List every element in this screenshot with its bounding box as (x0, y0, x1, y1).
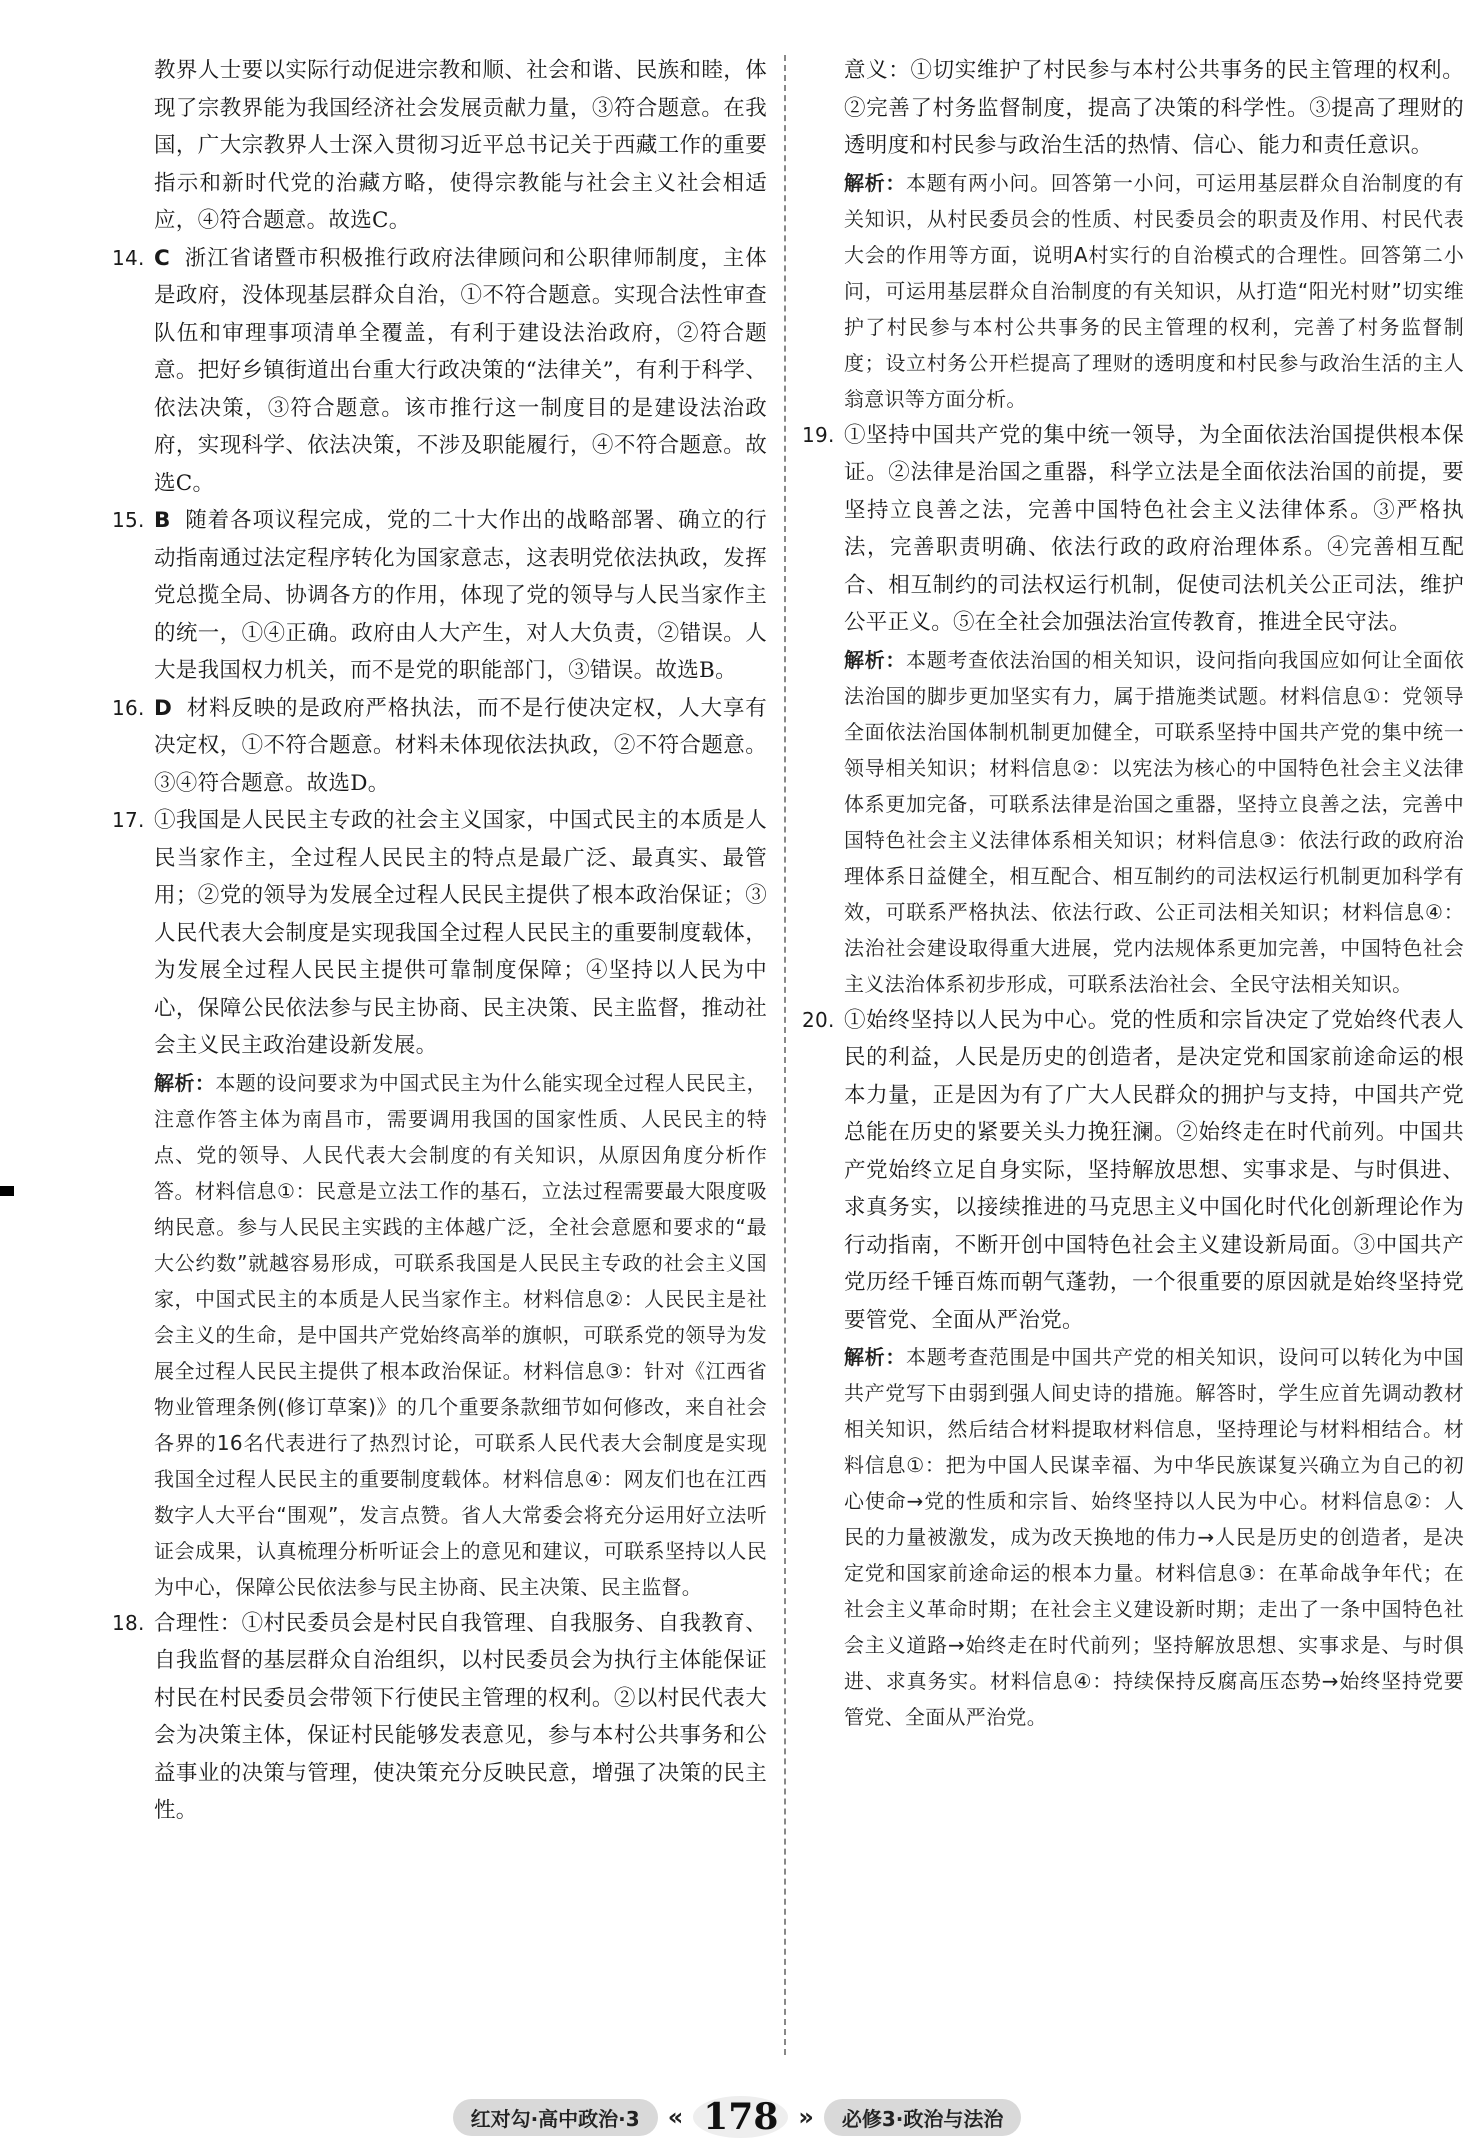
binding-mark (0, 1186, 14, 1196)
answer-text: 合理性：①村民委员会是村民自我管理、自我服务、自我教育、自我监督的基层群众自治组织，以村民委员会为执行主体能保证村民在村民委员会带领下行使民主管理的权利。②以村民代表大会为决策主体，保证村民能够发表意见，参与本村公共事务和公益事业的决策与管理，使决策充分反映民意，增强了决策的民主性。 (154, 1610, 767, 1823)
answer-item-20 (802, 1002, 1464, 1340)
answer-text: 浙江省诸暨市积极推行政府法律顾问和公职律师制度，主体是政府，没体现基层群众自治，①不符合题意。实现合法性审查队伍和审理事项清单全覆盖，有利于建设法治政府，②符合题意。把好乡镇街道出台重大行政决策的“法律关”，有利于科学、依法决策，③符合题意。该市推行这一制度目的是建设法治政府，实现科学、依法决策，不涉及职能履行，④不符合题意。故选C。 (154, 245, 767, 496)
answer-item-18 (112, 1605, 767, 1830)
item-18-continuation: 意义：①切实维护了村民参与本村公共事务的民主管理的权利。②完善了村务监督制度，提高了决策的科学性。③提高了理财的透明度和村民参与政治生活的热情、信心、能力和责任意识。 (844, 58, 1464, 158)
analysis-18 (802, 165, 1464, 417)
left-arrow-icon: « (667, 2103, 684, 2131)
item-number: 16. (112, 695, 145, 720)
volume-badge: 必修3·政治与法治 (824, 2099, 1022, 2136)
item-number: 15. (112, 508, 145, 532)
answer-item-15 (112, 502, 767, 690)
answer-text: 材料反映的是政府严格执法，而不是行使决定权，人大享有决定权，①不符合题意。材料未体现依法执政，②不符合题意。③④符合题意。故选D。 (154, 695, 767, 796)
item-number: 18. (112, 1610, 145, 1635)
analysis-label: 解析： (844, 1345, 907, 1369)
column-divider (784, 55, 786, 2055)
analysis-text: 本题的设问要求为中国式民主为什么能实现全过程人民民主，注意作答主体为南昌市，需要调用我国的国家性质、人民民主的特点、党的领导、人民代表大会制度的有关知识，从原因角度分析作答。材料信息①：民意是立法工作的基石，立法过程需要最大限度吸纳民意。参与人民民主实践的主体越广泛，全社会意愿和要求的“最大公约数”就越容易形成，可联系我国是人民民主专政的社会主义国家，中国式民主的本质是人民当家作主。材料信息②：人民民主是社会主义的生命，是中国共产党始终高举的旗帜，可联系党的领导为发展全过程人民民主提供了根本政治保证。材料信息③：针对《江西省物业管理条例(修订草案)》的几个重要条款细节如何修改，来自社会各界的16名代表进行了热烈讨论，可联系人民代表大会制度是实现我国全过程人民民主的重要制度载体。材料信息④：网友们也在江西数字人大平台“围观”，发言点赞。省人大常委会将充分运用好立法听证会成果，认真梳理分析听证会上的意见和建议，可联系坚持以人民为中心，保障公民依法参与民主协商、民主决策、民主监督。 (154, 1070, 767, 1599)
analysis-20 (802, 1339, 1464, 1735)
answer-item-14 (112, 240, 767, 503)
analysis-text: 本题有两小问。回答第一小问，可运用基层群众自治制度的有关知识，从村民委员会的性质、村民委员会的职责及作用、村民代表大会的作用等方面，说明A村实行的自治模式的合理性。回答第二小问，可运用基层群众自治制度的有关知识，从打造“阳光村财”切实维护了村民参与本村公共事务的民主管理的权利，完善了村务监督制度；设立村务公开栏提高了理财的透明度和村民参与政治生活的主人翁意识等方面分析。 (844, 170, 1464, 411)
item-number: 19. (802, 422, 835, 447)
analysis-19 (802, 642, 1464, 1002)
answer-letter: C (154, 245, 171, 271)
item-number: 14. (112, 245, 145, 270)
page-number: 178 (693, 2096, 788, 2138)
right-arrow-icon: » (798, 2103, 814, 2131)
analysis-label: 解析： (844, 647, 907, 672)
analysis-label: 解析： (154, 1070, 216, 1095)
answer-letter: D (154, 695, 173, 721)
analysis-text: 本题考查范围是中国共产党的相关知识，设问可以转化为中国共产党写下由弱到强人间史诗的措施。解答时，学生应首先调动教材相关知识，然后结合材料提取材料信息，坚持理论与材料相结合。材料信息①：把为中国人民谋幸福、为中华民族谋复兴确立为自己的初心使命→党的性质和宗旨、始终坚持以人民为中心。材料信息②：人民的力量被激发，成为改天换地的伟力→人民是历史的创造者，是决定党和国家前途命运的根本力量。材料信息③：在革命战争年代；在社会主义革命时期；在社会主义建设新时期；走出了一条中国特色社会主义道路→始终走在时代前列；坚持解放思想、实事求是、与时俱进、求真务实。材料信息④：持续保持反腐高压态势→始终坚持党要管党、全面从严治党。 (844, 1345, 1464, 1729)
answer-text: ①我国是人民民主专政的社会主义国家，中国式民主的本质是人民当家作主，全过程人民民主的特点是最广泛、最真实、最管用；②党的领导为发展全过程人民民主提供了根本政治保证；③人民代表大会制度是实现我国全过程人民民主的重要制度载体，为发展全过程人民民主提供可靠制度保障；④坚持以人民为中心，保障公民依法参与民主协商、民主决策、民主监督，推动社会主义民主政治建设新发展。 (154, 808, 767, 1058)
answer-item-17 (112, 802, 767, 1065)
book-title-badge: 红对勾·高中政治·3 (453, 2099, 658, 2136)
answer-text: ①坚持中国共产党的集中统一领导，为全面依法治国提供根本保证。②法律是治国之重器，科学立法是全面依法治国的前提，要坚持立良善之法，完善中国特色社会主义法律体系。③严格执法，完善职责明确、依法行政的政府治理体系。④完善相互配合、相互制约的司法权运行机制，促使司法机关公正司法，维护公平正义。⑤在全社会加强法治宣传教育，推进全民守法。 (844, 422, 1464, 635)
answer-item-19 (802, 417, 1464, 642)
answer-letter: B (154, 508, 171, 533)
analysis-text: 本题考查依法治国的相关知识，设问指向我国应如何让全面依法治国的脚步更加坚实有力，属于措施类试题。材料信息①：党领导全面依法治国体制机制更加健全，可联系坚持中国共产党的集中统一领导相关知识；材料信息②：以宪法为核心的中国特色社会主义法律体系更加完备，可联系法律是治国之重器，坚持立良善之法，完善中国特色社会主义法律体系相关知识；材料信息③：依法行政的政府治理体系日益健全，相互配合、相互制约的司法权运行机制更加科学有效，可联系严格执法、依法行政、公正司法相关知识；材料信息④：法治社会建设取得重大进展，党内法规体系更加完善，中国特色社会主义法治体系初步形成，可联系法治社会、全民守法相关知识。 (844, 647, 1464, 996)
answer-item-16 (112, 690, 767, 803)
right-column (802, 52, 1464, 1735)
answer-text: ①始终坚持以人民为中心。党的性质和宗旨决定了党始终代表人民的利益，人民是历史的创造者，是决定党和国家前途命运的根本力量，正是因为有了广大人民群众的拥护与支持，中国共产党总能在历史的紧要关头力挽狂澜。②始终走在时代前列。中国共产党始终立足自身实际，坚持解放思想、实事求是、与时俱进、求真务实，以接续推进的马克思主义中国化时代化创新理论作为行动指南，不断开创中国特色社会主义建设新局面。③中国共产党历经千锤百炼而朝气蓬勃，一个很重要的原因就是始终坚持党要管党、全面从严治党。 (844, 1007, 1464, 1333)
item-number: 17. (112, 808, 145, 832)
left-column (112, 52, 767, 1830)
answer-text: 随着各项议程完成，党的二十大作出的战略部署、确立的行动指南通过法定程序转化为国家意志，这表明党依法执政，发挥党总揽全局、协调各方的作用，体现了党的领导与人民当家作主的统一，①④正确。政府由人大产生，对人大负责，②错误。人大是我国权力机关，而不是党的职能部门，③错误。故选B。 (154, 508, 767, 683)
analysis-17 (112, 1065, 767, 1605)
item-13-continuation: 教界人士要以实际行动促进宗教和顺、社会和谐、民族和睦，体现了宗教界能为我国经济社会发展贡献力量，③符合题意。在我国，广大宗教界人士深入贯彻习近平总书记关于西藏工作的重要指示和新时代党的治藏方略，使得宗教能与社会主义社会相适应，④符合题意。故选C。 (154, 58, 767, 233)
item-number: 20. (802, 1007, 835, 1032)
analysis-label: 解析： (844, 170, 907, 195)
page-footer (0, 2095, 1474, 2139)
